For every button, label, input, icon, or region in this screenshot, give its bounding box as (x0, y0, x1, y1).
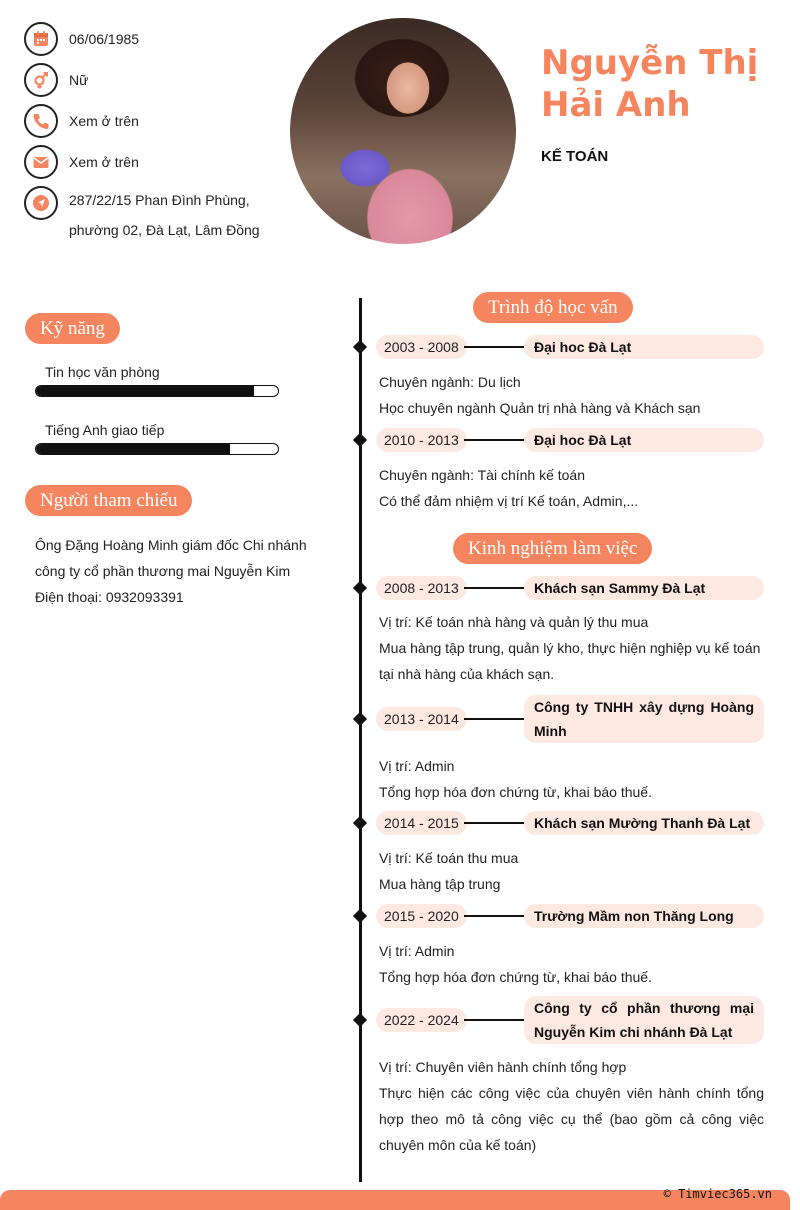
entry-desc-line: Có thể đảm nhiệm vị trí Kế toán, Admin,... (379, 493, 639, 509)
reference-line: Ông Đặng Hoàng Minh giám đốc Chi nhánh (35, 537, 307, 553)
skill-label: Tiếng Anh giao tiếp (45, 422, 165, 438)
reference-text (35, 532, 319, 610)
entry-description (379, 938, 764, 990)
timeline-line (359, 298, 362, 1182)
phone-text: Xem ở trên (69, 113, 139, 129)
entry-desc-line: Vị trí: Chuyên viên hành chính tổng hợp (379, 1059, 627, 1075)
gender-icon (24, 63, 58, 97)
skill-bar (35, 443, 279, 455)
timeline-dot (353, 581, 367, 595)
entry-desc-line: Thực hiện các công việc của chuyên viên hành chính tổng hợp theo mô tả công việc cụ thể (bao gồm cả công việc chuyên môn của kế toán) (379, 1085, 764, 1153)
date-pill: 2014 - 2015 (376, 811, 467, 835)
entry-desc-line: Vị trí: Kế toán thu mua (379, 850, 519, 866)
entry-desc-line: Vị trí: Kế toán nhà hàng và quản lý thu mua (379, 614, 649, 630)
timeline-connector (464, 346, 524, 348)
address-line1: 287/22/15 Phan Đình Phùng, (69, 192, 250, 208)
contact-birthdate (24, 22, 139, 56)
date-pill: 2003 - 2008 (376, 335, 467, 359)
contact-email (24, 145, 139, 179)
entry-description (379, 753, 764, 805)
skill-fill (36, 386, 254, 396)
date-pill: 2010 - 2013 (376, 428, 467, 452)
birthdate-text: 06/06/1985 (69, 31, 140, 47)
calendar-icon (24, 22, 58, 56)
entry-desc-line: Vị trí: Admin (379, 758, 455, 774)
date-pill: 2008 - 2013 (376, 576, 467, 600)
email-text: Xem ở trên (69, 154, 139, 170)
date-pill: 2013 - 2014 (376, 707, 467, 731)
entry-desc-line: tại nhà hàng của khách sạn. (379, 666, 555, 682)
entry-description (379, 462, 764, 514)
entry-desc-line: Vị trí: Admin (379, 943, 455, 959)
skills-heading: Kỹ năng (25, 313, 120, 344)
org-pill: Trường Mầm non Thăng Long (524, 904, 764, 928)
org-pill: Đại hoc Đà Lạt (524, 428, 764, 452)
contact-phone (24, 104, 139, 138)
org-pill: Khách sạn Mường Thanh Đà Lạt (524, 811, 764, 835)
email-icon (24, 145, 58, 179)
date-pill: 2015 - 2020 (376, 904, 467, 928)
name-line2: Hải Anh (541, 85, 691, 125)
profile-photo (290, 18, 516, 244)
timeline-connector (464, 822, 524, 824)
entry-description (379, 1054, 764, 1158)
contact-gender (24, 63, 88, 97)
entry-desc-line: Chuyên ngành: Du lịch (379, 374, 521, 390)
skill-bar (35, 385, 279, 397)
contact-address (24, 186, 260, 245)
entry-desc-line: Tổng hợp hóa đơn chứng từ, khai báo thuế. (379, 969, 652, 985)
org-pill: Khách sạn Sammy Đà Lạt (524, 576, 764, 600)
timeline-connector (464, 587, 524, 589)
timeline-connector (464, 718, 524, 720)
experience-heading: Kinh nghiệm làm việc (453, 533, 652, 564)
timeline-dot (353, 433, 367, 447)
entry-description (379, 369, 764, 421)
timeline-dot (353, 1013, 367, 1027)
reference-line: công ty cổ phần thương mai Nguyễn Kim (35, 563, 291, 579)
job-title: KẾ TOÁN (541, 148, 609, 165)
entry-desc-line: Tổng hợp hóa đơn chứng từ, khai báo thuế. (379, 784, 652, 800)
entry-desc-line: Mua hàng tập trung (379, 876, 501, 892)
reference-line: Điện thoại: 0932093391 (35, 589, 184, 605)
address-line2: phường 02, Đà Lạt, Lâm Đồng (69, 222, 260, 238)
entry-desc-line: Mua hàng tập trung, quản lý kho, thực hiện nghiệp vụ kế toán (379, 640, 761, 656)
timeline-dot (353, 712, 367, 726)
reference-heading: Người tham chiếu (25, 485, 192, 516)
org-pill: Công ty cổ phần thương mại Nguyễn Kim chi nhánh Đà Lạt (524, 996, 764, 1044)
date-pill: 2022 - 2024 (376, 1008, 467, 1032)
timeline-dot (353, 909, 367, 923)
entry-description (379, 609, 764, 687)
org-pill: Đại hoc Đà Lạt (524, 335, 764, 359)
phone-icon (24, 104, 58, 138)
address-text (69, 185, 260, 245)
candidate-name (541, 42, 758, 126)
skill-fill (36, 444, 230, 454)
entry-desc-line: Chuyên ngành: Tài chính kế toán (379, 467, 586, 483)
skill-label: Tin học văn phòng (45, 364, 160, 380)
timeline-dot (353, 816, 367, 830)
timeline-connector (464, 915, 524, 917)
entry-description (379, 845, 764, 897)
org-pill: Công ty TNHH xây dựng Hoàng Minh (524, 695, 764, 743)
entry-desc-line: Học chuyên ngành Quản trị nhà hàng và Khách sạn (379, 400, 701, 416)
name-line1: Nguyễn Thị (541, 43, 759, 83)
timeline-dot (353, 340, 367, 354)
footer-copyright: © Timviec365.vn (663, 1187, 772, 1201)
timeline-connector (464, 1019, 524, 1021)
education-heading: Trình độ học vấn (473, 292, 633, 323)
gender-text: Nữ (69, 72, 89, 88)
timeline-connector (464, 439, 524, 441)
location-icon (24, 186, 58, 220)
